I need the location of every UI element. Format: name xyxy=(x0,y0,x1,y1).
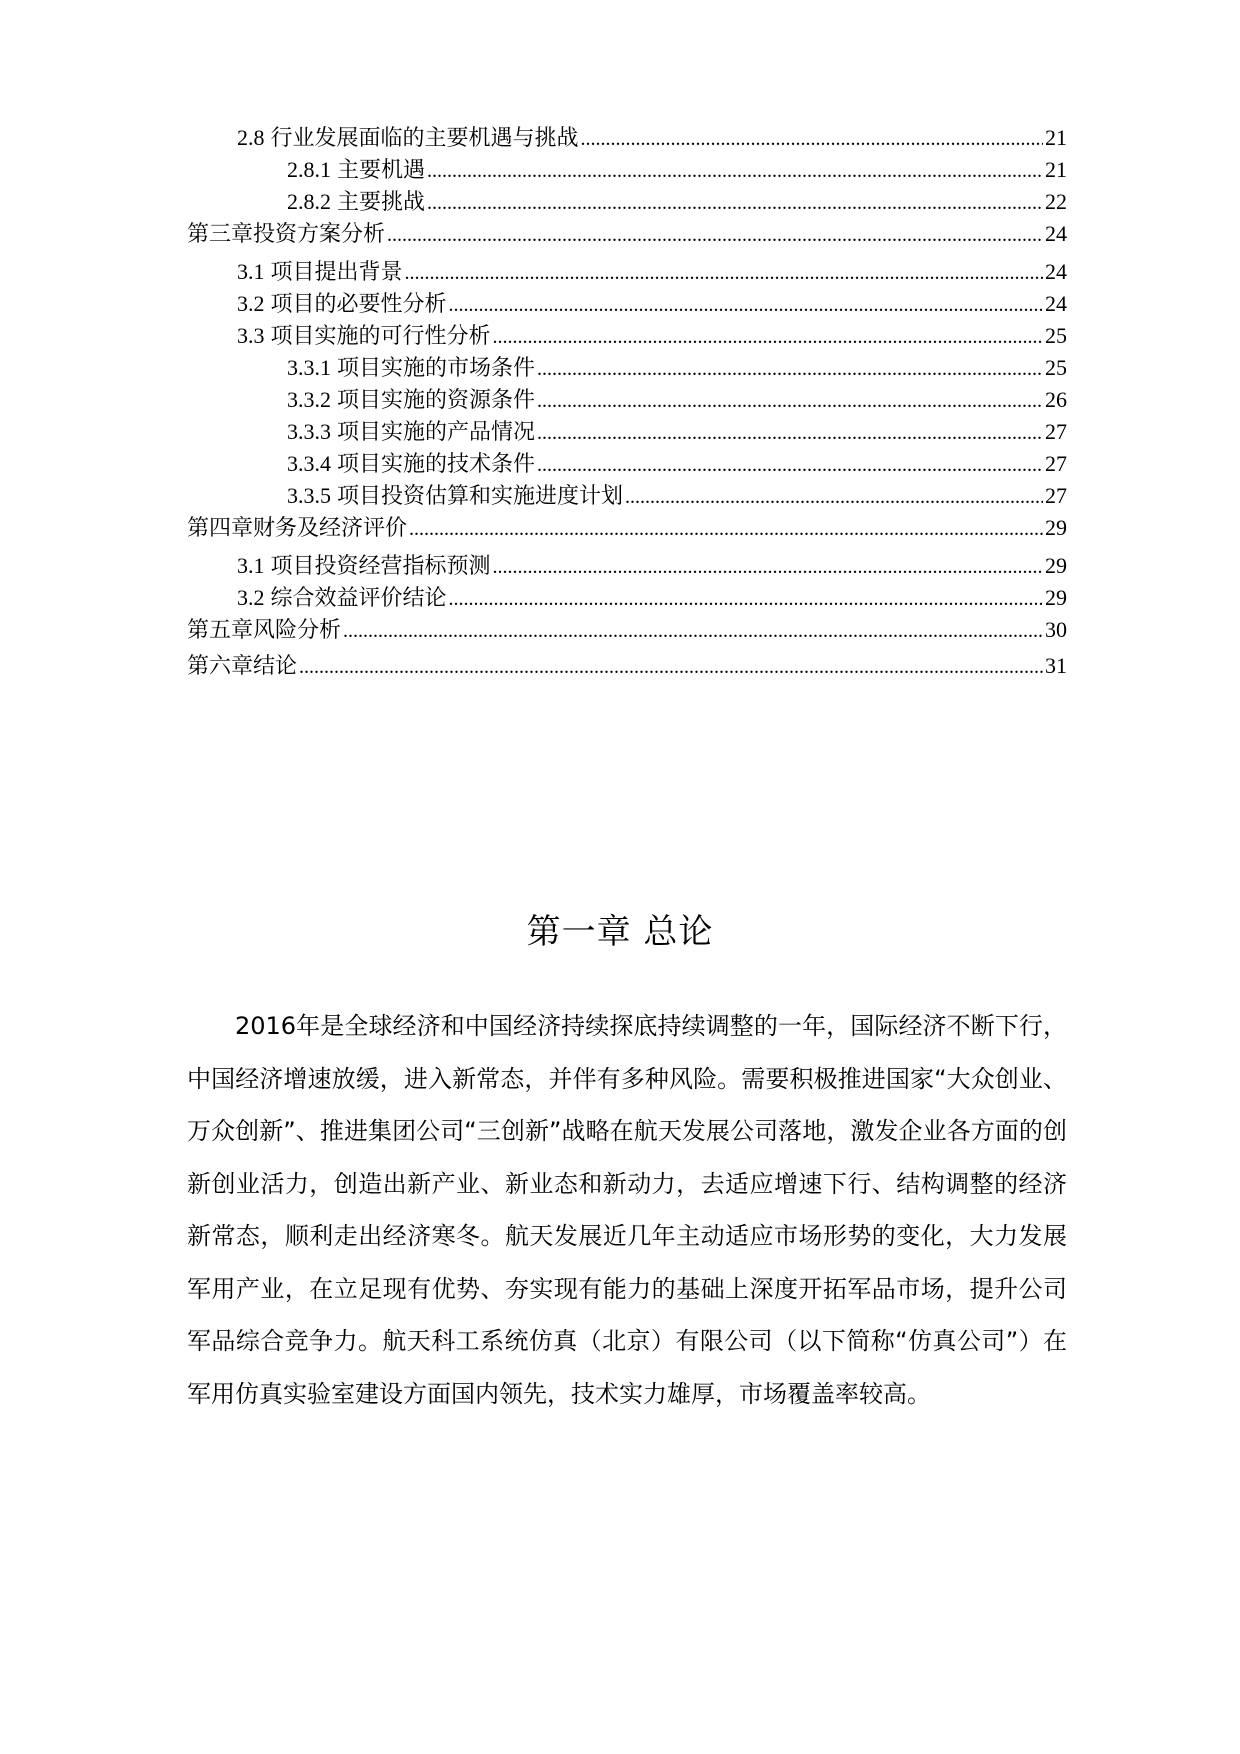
toc-entry-page: 21 xyxy=(1045,157,1067,182)
toc-entry-title: 项目实施的技术条件 xyxy=(337,452,536,477)
toc-leader-dots xyxy=(493,321,1043,353)
toc-entry-title: 第五章风险分析 xyxy=(187,618,342,643)
toc-entry-title: 综合效益评价结论 xyxy=(270,586,447,611)
toc-entry-number: 2.8.1 xyxy=(287,157,331,182)
toc-entry-number: 3.3.5 xyxy=(287,483,331,508)
toc-entry-number: 3.3.1 xyxy=(287,355,331,380)
toc-entry-page: 24 xyxy=(1045,221,1067,246)
toc-entry-page: 27 xyxy=(1045,451,1067,476)
toc-entry-number: 3.1 xyxy=(237,553,265,578)
toc-leader-dots xyxy=(581,123,1043,155)
toc-leader-dots xyxy=(387,219,1043,251)
chapter-title: 第一章 总论 xyxy=(526,912,714,952)
toc-entry-title: 项目实施的资源条件 xyxy=(337,388,536,413)
toc-entry-number: 3.3.4 xyxy=(287,451,331,476)
toc-entry-number: 2.8.2 xyxy=(287,189,331,214)
toc-entry[interactable] xyxy=(237,122,1067,154)
toc-entry-number: 3.3.2 xyxy=(287,387,331,412)
toc-entry-page: 27 xyxy=(1045,419,1067,444)
toc-entry[interactable] xyxy=(287,384,1067,416)
toc-leader-dots xyxy=(405,257,1043,289)
toc-entry-page: 29 xyxy=(1045,585,1067,610)
toc-entry-page: 24 xyxy=(1045,259,1067,284)
toc-entry-number: 3.2 xyxy=(237,585,265,610)
toc-entry[interactable] xyxy=(287,416,1067,448)
toc-entry-title: 第四章财务及经济评价 xyxy=(187,516,408,541)
toc-leader-dots xyxy=(449,289,1043,321)
toc-entry[interactable] xyxy=(187,650,1067,682)
chapter-paragraph: 2016年是全球经济和中国经济持续探底持续调整的一年，国际经济不断下行，中国经济增速放缓，进入新常态，并伴有多种风险。需要积极推进国家“大众创业、万众创新”、推进集团公司“三创新”战略在航天发展公司落地，激发企业各方面的创新创业活力，创造出新产业、新业态和新动力，去适应增速下行、结构调整的经济新常态，顺利走出经济寒冬。航天发展近几年主动适应市场形势的变化，大力发展军用产业，在立足现有优势、夯实现有能力的基础上深度开拓军品市场，提升公司军品综合竞争力。航天科工系统仿真（北京）有限公司（以下简称“仿真公司”）在军用仿真实验室建设方面国内领先，技术实力雄厚，市场覆盖率较高。 xyxy=(187,1012,1067,1408)
toc-entry[interactable] xyxy=(287,448,1067,480)
toc-entry-page: 30 xyxy=(1045,617,1067,642)
toc-entry[interactable] xyxy=(287,154,1067,186)
toc-entry-title: 项目实施的产品情况 xyxy=(337,420,536,445)
toc-entry-title: 项目提出背景 xyxy=(270,260,403,285)
toc-entry-page: 27 xyxy=(1045,483,1067,508)
toc-entry[interactable] xyxy=(237,256,1067,288)
toc-entry-page: 29 xyxy=(1045,515,1067,540)
toc-entry-number: 2.8 xyxy=(237,125,265,150)
toc-entry-number: 3.3.3 xyxy=(287,419,331,444)
toc-entry-page: 29 xyxy=(1045,553,1067,578)
toc-entry[interactable] xyxy=(237,582,1067,614)
toc-leader-dots xyxy=(427,155,1043,187)
toc-entry-number: 3.1 xyxy=(237,259,265,284)
toc-entry[interactable] xyxy=(187,512,1067,544)
toc-entry-title: 第三章投资方案分析 xyxy=(187,222,386,247)
toc-entry-page: 31 xyxy=(1045,653,1067,678)
toc-entry-page: 24 xyxy=(1045,291,1067,316)
toc-entry-title: 项目投资估算和实施进度计划 xyxy=(337,484,624,509)
toc-leader-dots xyxy=(537,385,1043,417)
toc-entry[interactable] xyxy=(287,186,1067,218)
toc-leader-dots xyxy=(625,481,1043,513)
toc-entry-title: 第六章结论 xyxy=(187,654,298,679)
toc-leader-dots xyxy=(537,353,1043,385)
toc-entry-title: 主要机遇 xyxy=(337,158,426,183)
toc-entry[interactable] xyxy=(287,352,1067,384)
toc-entry[interactable] xyxy=(187,614,1067,646)
toc-entry-title: 项目实施的可行性分析 xyxy=(270,324,491,349)
toc-entry-title: 行业发展面临的主要机遇与挑战 xyxy=(270,126,579,151)
toc-leader-dots xyxy=(537,417,1043,449)
toc-leader-dots xyxy=(537,449,1043,481)
toc-entry-title: 项目投资经营指标预测 xyxy=(270,554,491,579)
toc-entry-title: 项目的必要性分析 xyxy=(270,292,447,317)
toc-entry[interactable] xyxy=(287,480,1067,512)
toc-leader-dots xyxy=(449,583,1043,615)
toc-leader-dots xyxy=(493,551,1043,583)
toc-entry[interactable] xyxy=(237,550,1067,582)
toc-entry-number: 3.2 xyxy=(237,291,265,316)
toc-entry-number: 3.3 xyxy=(237,323,265,348)
toc-leader-dots xyxy=(409,513,1043,545)
toc-entry[interactable] xyxy=(187,218,1067,250)
toc-leader-dots xyxy=(427,187,1043,219)
toc-leader-dots xyxy=(343,615,1043,647)
toc-leader-dots xyxy=(299,651,1043,683)
toc-entry-title: 项目实施的市场条件 xyxy=(337,356,536,381)
toc-entry-title: 主要挑战 xyxy=(337,190,426,215)
toc-entry[interactable] xyxy=(237,288,1067,320)
toc-entry-page: 25 xyxy=(1045,323,1067,348)
toc-entry-page: 22 xyxy=(1045,189,1067,214)
toc-entry-page: 25 xyxy=(1045,355,1067,380)
toc-entry-page: 26 xyxy=(1045,387,1067,412)
toc-entry-page: 21 xyxy=(1045,125,1067,150)
toc-entry[interactable] xyxy=(237,320,1067,352)
